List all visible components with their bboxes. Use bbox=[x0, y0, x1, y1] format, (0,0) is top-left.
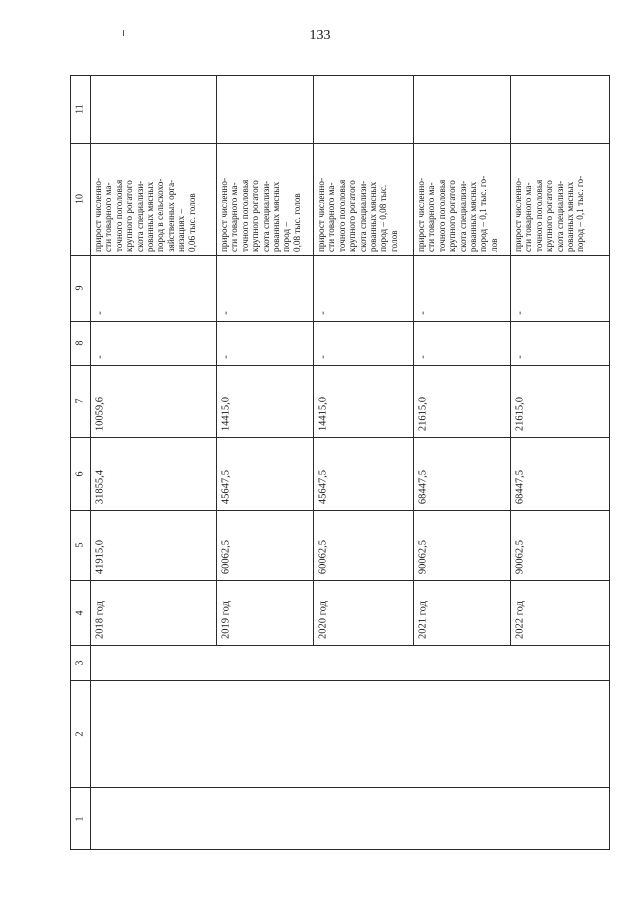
cell-result-description bbox=[219, 178, 302, 252]
cell-dash-col9: - bbox=[417, 311, 429, 315]
table-gridline bbox=[70, 580, 610, 581]
table-gridline bbox=[70, 645, 610, 646]
page-number: 133 bbox=[309, 28, 331, 43]
description-line: точного поголовья bbox=[436, 179, 447, 252]
description-line: голов bbox=[388, 230, 399, 252]
cell-value-col7: 14415,0 bbox=[317, 396, 329, 432]
description-line: точного поголовья bbox=[113, 179, 124, 252]
table-gridline bbox=[609, 75, 610, 850]
scan-speck bbox=[123, 30, 124, 36]
cell-value-col7: 14415,0 bbox=[220, 396, 232, 432]
column-header-4: 4 bbox=[74, 610, 86, 615]
table-gridline bbox=[70, 787, 610, 788]
description-line: сти товарного ма- bbox=[326, 182, 337, 252]
cell-value-col5: 60062,5 bbox=[317, 539, 329, 575]
table-gridline bbox=[70, 437, 610, 438]
table-gridline bbox=[70, 321, 610, 322]
table-gridline bbox=[510, 75, 511, 645]
description-line: скота специализи- bbox=[134, 180, 145, 252]
description-line: сти товарного ма- bbox=[103, 182, 114, 252]
table-gridline bbox=[70, 143, 610, 144]
table-gridline bbox=[70, 510, 610, 511]
table-gridline bbox=[70, 680, 610, 681]
cell-dash-col9: - bbox=[94, 311, 106, 315]
column-header-5: 5 bbox=[74, 542, 86, 548]
table-gridline bbox=[70, 75, 610, 76]
description-line: пород – 0,1 тыс. го- bbox=[575, 175, 586, 252]
cell-result-description bbox=[513, 176, 586, 252]
description-line: сти товарного ма- bbox=[523, 182, 534, 252]
description-line: сти товарного ма- bbox=[426, 182, 437, 252]
cell-dash-col9: - bbox=[514, 311, 526, 315]
description-line: скота специализи- bbox=[457, 180, 468, 252]
description-line: пород – 0,1 тыс. го- bbox=[478, 175, 489, 252]
cell-value-col7: 21615,0 bbox=[514, 396, 526, 432]
cell-dash-col8: - bbox=[317, 355, 329, 359]
cell-result-description bbox=[316, 178, 399, 252]
cell-value-col5: 90062,5 bbox=[514, 539, 526, 575]
description-line: прирост численно- bbox=[219, 178, 229, 252]
description-line: крупного рогатого bbox=[544, 180, 555, 252]
description-line: точного поголовья bbox=[533, 179, 544, 252]
cell-value-col6: 68447,5 bbox=[514, 469, 526, 505]
cell-dash-col8: - bbox=[94, 355, 106, 359]
description-line: прирост численно- bbox=[416, 178, 426, 252]
description-line: зяйственных орга- bbox=[165, 179, 176, 252]
description-line: 0,06 тыс. голов bbox=[186, 193, 197, 252]
description-line: пород – bbox=[281, 222, 292, 252]
column-header-7: 7 bbox=[74, 398, 86, 404]
description-line: рованных мясных bbox=[271, 181, 282, 252]
column-header-6: 6 bbox=[74, 471, 86, 476]
table-gridline bbox=[90, 75, 91, 850]
description-line: крупного рогатого bbox=[447, 180, 458, 252]
cell-result-description bbox=[416, 176, 499, 252]
cell-dash-col8: - bbox=[514, 355, 526, 359]
table-gridline bbox=[313, 75, 314, 645]
cell-dash-col8: - bbox=[417, 355, 429, 359]
description-line: рованных мясных bbox=[145, 181, 156, 252]
description-line: сти товарного ма- bbox=[229, 182, 240, 252]
description-line: 0,08 тыс. голов bbox=[291, 193, 302, 252]
cell-value-col5: 90062,5 bbox=[417, 539, 429, 575]
description-line: точного поголовья bbox=[336, 179, 347, 252]
column-header-10: 10 bbox=[74, 194, 86, 204]
cell-value-col6: 45647,5 bbox=[220, 469, 232, 505]
description-line: рованных мясных bbox=[368, 181, 379, 252]
description-line: пород в сельскохо- bbox=[155, 178, 166, 252]
column-header-11: 11 bbox=[74, 104, 86, 114]
description-line: прирост численно- bbox=[316, 178, 326, 252]
column-header-2: 2 bbox=[74, 731, 86, 736]
cell-year: 2022 год bbox=[514, 601, 526, 639]
description-line: низациях – bbox=[176, 208, 187, 252]
table-gridline bbox=[70, 849, 610, 850]
description-line: прирост численно- bbox=[93, 178, 103, 252]
cell-dash-col9: - bbox=[317, 311, 329, 315]
cell-value-col5: 41915,0 bbox=[94, 539, 106, 575]
cell-year: 2020 год bbox=[317, 601, 329, 639]
description-line: точного поголовья bbox=[239, 179, 250, 252]
cell-value-col7: 21615,0 bbox=[417, 396, 429, 432]
table-gridline bbox=[70, 75, 71, 850]
description-line: прирост численно- bbox=[513, 178, 523, 252]
cell-value-col6: 31855,4 bbox=[94, 469, 106, 505]
description-line: скота специализи- bbox=[554, 180, 565, 252]
cell-year: 2018 год bbox=[94, 601, 106, 639]
cell-dash-col8: - bbox=[220, 355, 232, 359]
cell-value-col5: 60062,5 bbox=[220, 539, 232, 575]
description-line: крупного рогатого bbox=[347, 180, 358, 252]
description-line: рованных мясных bbox=[565, 181, 576, 252]
description-line: скота специализи- bbox=[260, 180, 271, 252]
cell-dash-col9: - bbox=[220, 311, 232, 315]
table-gridline bbox=[216, 75, 217, 645]
cell-year: 2019 год bbox=[220, 601, 232, 639]
description-line: скота специализи- bbox=[357, 180, 368, 252]
description-line: пород – 0,08 тыс. bbox=[378, 184, 389, 252]
table-gridline bbox=[413, 75, 414, 645]
column-header-8: 8 bbox=[74, 340, 86, 346]
rotated-table bbox=[70, 75, 610, 850]
cell-year: 2021 год bbox=[417, 601, 429, 639]
column-header-1: 1 bbox=[74, 816, 86, 821]
description-line: лов bbox=[488, 238, 499, 252]
column-header-3: 3 bbox=[74, 660, 86, 665]
description-line: крупного рогатого bbox=[124, 180, 135, 252]
cell-value-col7: 10059,6 bbox=[94, 396, 106, 432]
table-gridline bbox=[70, 255, 610, 256]
cell-value-col6: 68447,5 bbox=[417, 469, 429, 505]
table-gridline bbox=[70, 365, 610, 366]
description-line: крупного рогатого bbox=[250, 180, 261, 252]
description-line: рованных мясных bbox=[468, 181, 479, 252]
cell-value-col6: 45647,5 bbox=[317, 469, 329, 505]
cell-result-description bbox=[93, 178, 197, 252]
column-header-9: 9 bbox=[74, 285, 86, 291]
